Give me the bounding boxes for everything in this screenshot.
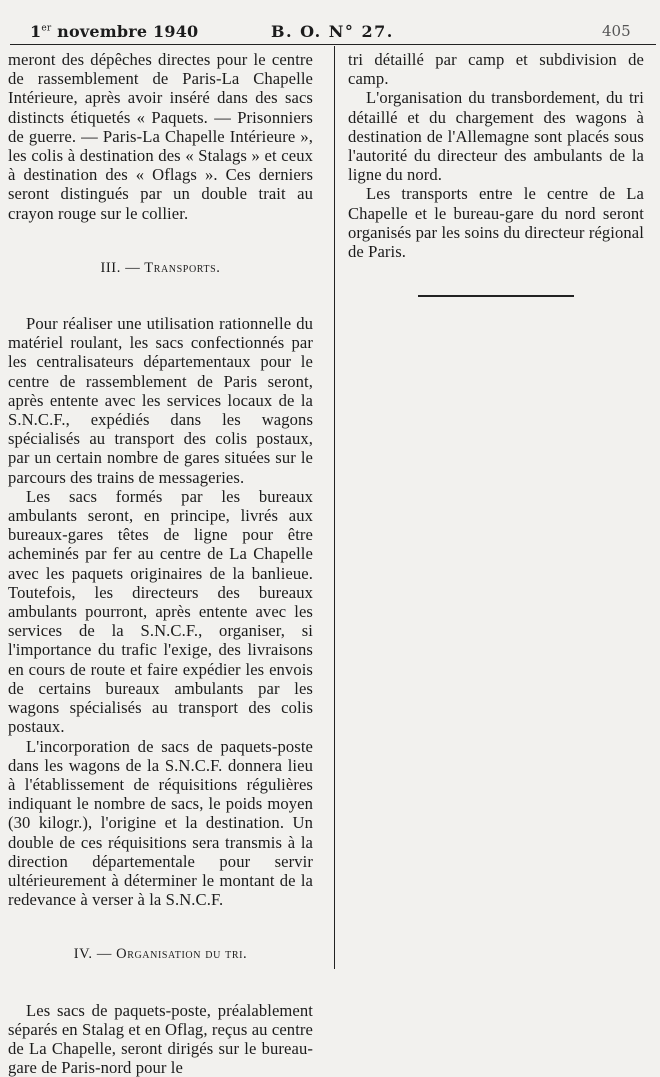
closing-rule bbox=[418, 295, 574, 297]
section-heading-organisation-tri: IV. — Organisation du tri. bbox=[73, 946, 248, 963]
header-date-day: 1 bbox=[30, 22, 42, 41]
column-divider bbox=[334, 46, 335, 969]
header-date bbox=[30, 22, 198, 41]
paragraph-requisitions: L'incorporation de sacs de paquets-poste dans les wagons de la S.N.C.F. donnera lieu à l'établissement de réquisitions régulières indiquant le nombre de sacs, le poids moyen (30 kilogr.), l'origine et la destination. Un double de ces réquisitions sera transmis à la direction départementale pour servir ultérieurement à déterminer le montant de la redevance à verser à la S.N.C.F. bbox=[8, 736, 313, 910]
paragraph-materiel-roulant: Pour réaliser une utilisation rationnelle du matériel roulant, les sacs confectionnés par les centralisateurs départementaux pour le centre de rassemblement de Paris seront, après entente avec les services locaux de la S.N.C.F., expédiés dans les wagons spécialisés au transport des colis postaux, par un certain nombre de gares situées sur le parcours des trains de messageries. bbox=[8, 314, 313, 487]
paragraph-transports-la-chapelle: Les transports entre le centre de La Chapelle et le bureau-gare du nord seront organisés par les soins du directeur régional de Paris. bbox=[348, 184, 644, 262]
header-date-ordinal: er bbox=[41, 23, 52, 34]
header-rule bbox=[10, 44, 656, 45]
left-column bbox=[8, 50, 313, 1077]
page-header bbox=[0, 0, 660, 40]
paragraph-sacs-paquets-poste: Les sacs de paquets-poste, préalablement séparés en Stalag et en Oflag, reçus au centre de La Chapelle, seront dirigés sur le bureau-gare de Paris-nord pour le bbox=[8, 1000, 313, 1077]
section-heading-transports: III. — Transports. bbox=[100, 259, 221, 276]
paragraph-transbordement: L'organisation du transbordement, du tri détaillé et du chargement des wagons à destination de l'Allemagne sont placés sous l'autorité du directeur des ambulants de la ligne du nord. bbox=[348, 88, 644, 185]
header-date-month-year: novembre 1940 bbox=[51, 22, 199, 41]
bulletin-number: B. O. N° 27. bbox=[271, 22, 394, 41]
paragraph-continued: meront des dépêches directes pour le centre de rassemblement de Paris-La Chapelle Intérieure, après avoir inséré dans des sacs distincts étiquetés « Paquets. — Prisonniers de guerre. — Paris-La Chapelle Intérieure », les colis à destination des « Stalags » et ceux à destination des « Oflags ». Ces derniers seront distingués par un double trait au crayon rouge sur le collier. bbox=[8, 50, 313, 223]
paragraph-bureaux-ambulants: Les sacs formés par les bureaux ambulants seront, en principe, livrés aux bureaux-gares têtes de ligne pour être acheminés par fer au centre de La Chapelle avec les paquets originaires de la banlieue. Toutefois, les directeurs des bureaux ambulants pourront, après entente avec les services de la S.N.C.F., organiser, si l'importance du trafic l'exige, des livraisons en cours de route et faire expédier les envois de certains bureaux ambulants par les wagons spécialisés au transport des colis postaux. bbox=[8, 486, 313, 737]
page-number: 405 bbox=[602, 22, 631, 40]
paragraph-tri-detaille: tri détaillé par camp et subdivision de camp. bbox=[348, 50, 644, 89]
right-column bbox=[348, 50, 644, 297]
